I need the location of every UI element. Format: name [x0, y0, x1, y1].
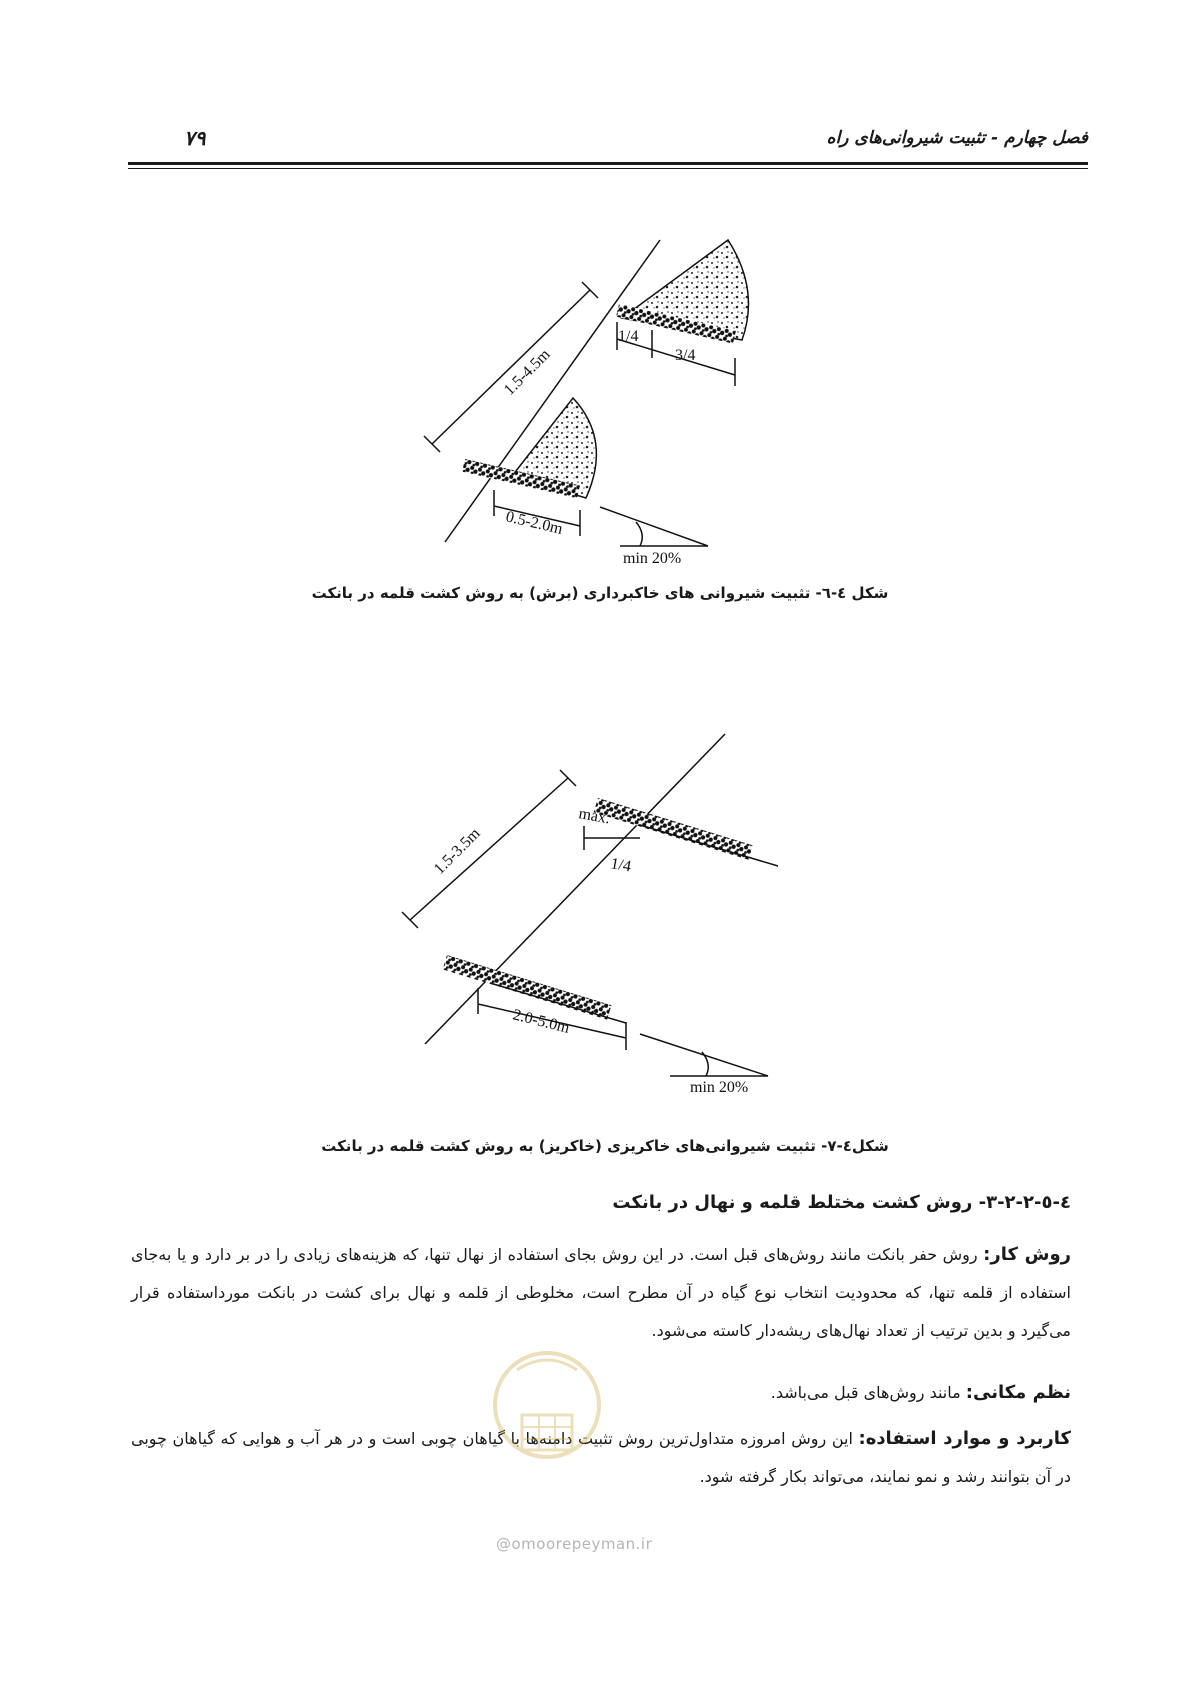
- spatial-text: مانند روش‌های قبل می‌باشد.: [770, 1383, 966, 1402]
- fig1-slope-line: [445, 240, 660, 542]
- fig1-slope-indicator: [600, 507, 708, 546]
- figure2-labels: [431, 805, 748, 1096]
- figure2-drawing: [402, 734, 778, 1076]
- spatial-label: نظم مکانی:: [965, 1382, 1071, 1403]
- figure1-drawing: [424, 240, 748, 546]
- fig2-spacing-dimension: [410, 778, 568, 920]
- page-number: ۷۹: [184, 126, 206, 150]
- section-heading: ٤-٥-٢-٢-٣- روش کشت مختلط قلمه و نهال در بانکت: [612, 1192, 1071, 1213]
- watermark-logo: [492, 1330, 602, 1480]
- method-label: روش کار:: [983, 1244, 1071, 1265]
- fig1-slope-label: min 20%: [623, 550, 682, 567]
- figure1-caption: شکل ٤-٦- تثبیت شیروانی های خاکبرداری (برش) به روش کشت قلمه در بانکت: [311, 584, 889, 602]
- fig2-width-label: 2.0-5.0m: [511, 1006, 572, 1037]
- fig2-quarter-label: 1/4: [609, 855, 633, 876]
- fig1-width-label: 0.5-2.0m: [504, 508, 565, 538]
- usage-text: این روش امروزه متداول‌ترین روش تثبیت دامنه‌ها با گیاهان چوبی است و در هر آب و هوایی که گیاهان چوبی در آن بتوانند رشد و نمو نمایند، می‌تواند بکار گرفته شود.: [131, 1429, 1071, 1486]
- watermark-site: @omoorepeyman.ir: [496, 1535, 653, 1553]
- usage-label: کاربرد و موارد استفاده:: [858, 1428, 1072, 1449]
- chapter-title: فصل چهارم - تثبیت شیروانی‌های راه: [826, 128, 1088, 148]
- fig2-slope-label: min 20%: [690, 1079, 749, 1096]
- fig1-spacing-label: 1.5-4.5m: [500, 345, 554, 399]
- fig2-max-label: max.: [577, 805, 612, 828]
- fig1-quarter-label: 1/4: [618, 328, 639, 345]
- fig2-upper-bush-row: [594, 798, 753, 860]
- fig2-spacing-label: 1.5-3.5m: [430, 824, 484, 878]
- method-text: روش حفر بانکت مانند روش‌های قبل است. در این روش بجای استفاده از نهال تنها، که هزینه‌های زیادی را در بر دارد و یا به‌جای استفاده از قلمه تنها، که محدودیت انتخاب نوع گیاه در آن مطرح است، مخلوطی از قلمه و نهال برای کشت در بانکت مورداستفاده قرار می‌گیرد و بدین ترتیب از تعداد نهال‌های ریشه‌دار کاسته می‌شود.: [131, 1245, 1071, 1340]
- fig1-three-quarter-label: 3/4: [675, 347, 696, 364]
- figure2-caption: شکل٤-٧- تثبیت شیروانی‌های خاکریزی (خاکریز) به روش کشت قلمه در بانکت: [321, 1137, 889, 1155]
